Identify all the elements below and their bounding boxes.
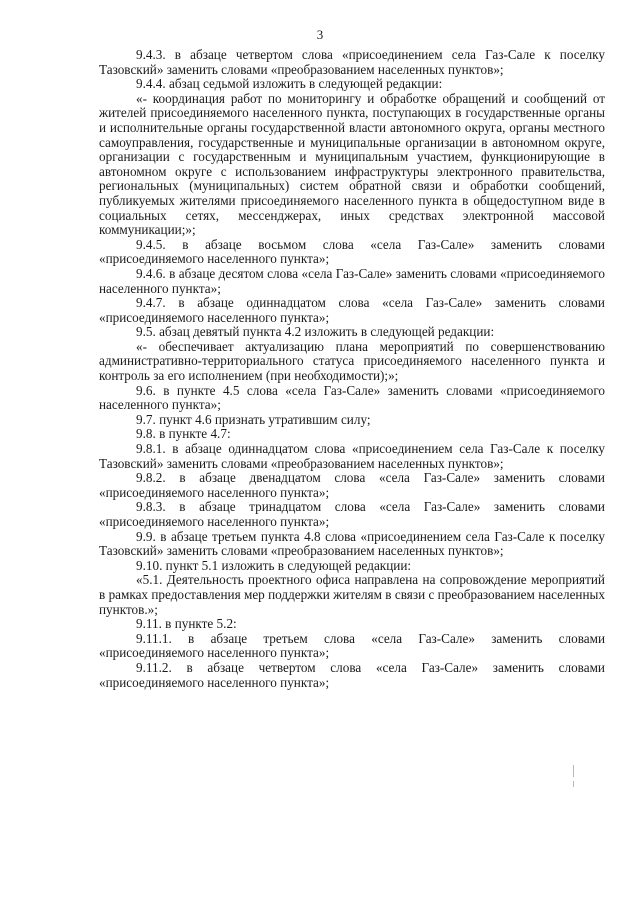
paragraph-9-9: 9.9. в абзаце третьем пункта 4.8 слова «присоединением села Газ-Сале к поселку Тазовский» заменить словами «преобразованием населенных пунктов»; [99, 528, 605, 559]
paragraph-9-11: 9.11. в пункте 5.2: [136, 616, 237, 632]
paragraph-9-4-3: 9.4.3. в абзаце четвертом слова «присоединением села Газ-Сале к поселку Тазовский» заменить словами «преобразованием населенных пунктов»; [99, 47, 605, 77]
paragraph-9-6: 9.6. в пункте 4.5 слова «села Газ-Сале» заменить словами «присоединяемого населенного пункта»; [99, 382, 605, 413]
paragraph-9-4-5: 9.4.5. в абзаце восьмом слова «села Газ-Сале» заменить словами «присоединяемого населенного пункта»; [99, 236, 605, 267]
paragraph-9-8-3: 9.8.3. в абзаце тринадцатом слова «села Газ-Сале» заменить словами «присоединяемого населенного пункта»; [99, 499, 605, 529]
paragraph-9-4-6: 9.4.6. в абзаце десятом слова «села Газ-Сале» заменить словами «присоединяемого населенного пункта»; [99, 265, 605, 296]
paragraph-9-5: 9.5. абзац девятый пункта 4.2 изложить в следующей редакции: [136, 324, 495, 340]
paragraph-9-11-1: 9.11.1. в абзаце третьем слова «села Газ-Сале» заменить словами «присоединяемого населенного пункта»; [99, 630, 605, 661]
scan-artifact-mark [573, 781, 574, 787]
paragraph-9-4-4: 9.4.4. абзац седьмой изложить в следующей редакции: [136, 76, 443, 92]
paragraph-quote-5-1: «5.1. Деятельность проектного офиса направлена на сопровождение мероприятий в рамках предоставления мер поддержки жителям в связи с преобразованием населенных пунктов.»; [99, 572, 605, 617]
paragraph-9-8: 9.8. в пункте 4.7: [136, 426, 231, 442]
paragraph-9-7: 9.7. пункт 4.6 признать утратившим силу; [136, 411, 371, 427]
paragraph-9-8-1: 9.8.1. в абзаце одиннадцатом слова «присоединением села Газ-Сале к поселку Тазовский» заменить словами «преобразованием населенных пунктов»; [99, 441, 605, 471]
scan-artifact-mark [573, 765, 574, 777]
paragraph-quote-coordination: «- координация работ по мониторингу и обработке обращений и сообщений от жителей присоединяемого населенного пункта, поступающих в государственные органы и исполнительные органы государственной власти автономного округа, органы местного самоуправления, государственные и муниципальные организации в автономном округе, организации с государственным и муниципальным участием, функционирующие в автономном округе с использованием инфраструктуры электронного правительства, региональных (муниципальных) систем обратной связи и обработки сообщений, публикуемых жителями присоединяемого населенного пункта в общедоступном виде в социальных сетях, мессенджерах, иных средствах электронной массовой коммуникации;»; [99, 90, 605, 238]
paragraph-quote-plan: «- обеспечивает актуализацию плана мероприятий по совершенствованию административно-территориального статуса присоединяемого населенного пункта и контроль за его исполнением (при необходимости);»; [99, 338, 605, 384]
paragraph-9-4-7: 9.4.7. в абзаце одиннадцатом слова «села Газ-Сале» заменить словами «присоединяемого населенного пункта»; [99, 295, 605, 325]
paragraph-9-10: 9.10. пункт 5.1 изложить в следующей редакции: [136, 557, 412, 573]
page-number: 3 [316, 27, 324, 42]
document-body [99, 48, 605, 690]
paragraph-9-8-2: 9.8.2. в абзаце двенадцатом слова «села Газ-Сале» заменить словами «присоединяемого населенного пункта»; [99, 470, 605, 500]
paragraph-9-11-2: 9.11.2. в абзаце четвертом слова «села Газ-Сале» заменить словами «присоединяемого населенного пункта»; [99, 659, 605, 690]
